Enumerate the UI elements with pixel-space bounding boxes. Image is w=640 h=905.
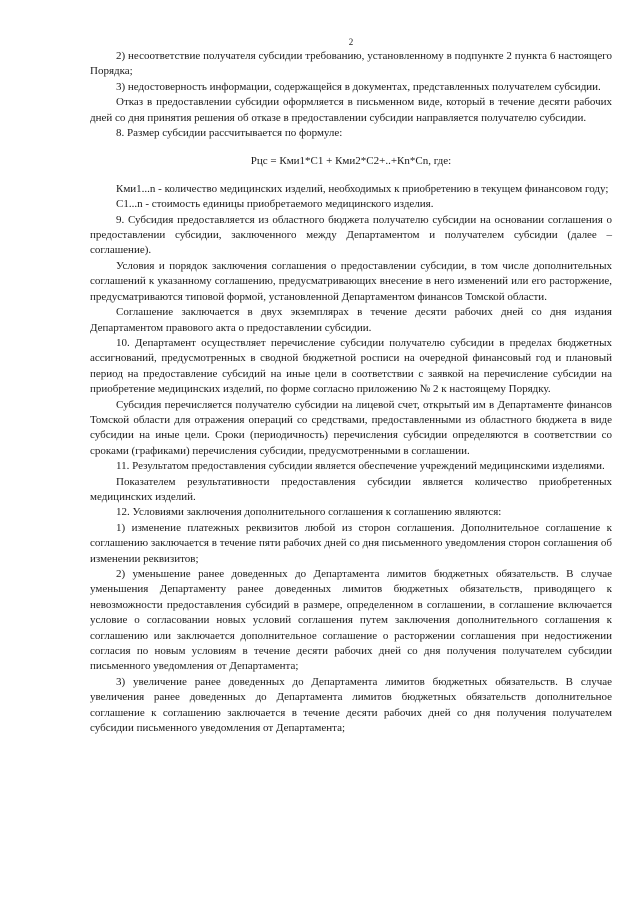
- paragraph-point-9: 9. Субсидия предоставляется из областного бюджета получателю субсидии на основании соглашения о предоставлении субсидии, заключенного между Департаментом и получателем субсидии (далее – соглашение).: [90, 213, 612, 257]
- paragraph-subsidy-transfer: Субсидия перечисляется получателю субсидии на лицевой счет, открытый им в Департаменте финансов Томской области для отражения операций со средствами, предоставленными из областного бюджета в виде субсидии на иные цели. Сроки (периодичность) перечисления субсидии определяются в соответствии со сроками (графиками) перечисления субсидии, предусмотренными в соглашении.: [90, 398, 612, 457]
- paragraph-point-8: 8. Размер субсидии рассчитывается по формуле:: [116, 127, 343, 140]
- paragraph-effectiveness-indicator: Показателем результативности предоставления субсидии является количество приобретенных медицинских изделий.: [90, 475, 612, 503]
- paragraph-agreement-terms: Условия и порядок заключения соглашения о предоставлении субсидии, в том числе дополнительных соглашений к указанному соглашению, предусматривающих внесение в него изменений или его расторжение, предусматриваются типовой формой, установленной Департаментом финансов Томской области.: [90, 259, 612, 303]
- paragraph-item-3-unreliability: 3) недостоверность информации, содержащейся в документах, представленных получателем субсидии.: [116, 80, 601, 93]
- paragraph-agreement-copies: Соглашение заключается в двух экземплярах в течение десяти рабочих дней со дня издания Департаментом правового акта о предоставлении субсидии.: [90, 306, 612, 334]
- paragraph-item-2-noncompliance: 2) несоответствие получателя субсидии требованию, установленному в подпункте 2 пункта 6 настоящего Порядка;: [90, 50, 612, 78]
- subsidy-formula: Рцс = Кми1*С1 + Кми2*С2+..+Кn*Сn, где:: [250, 155, 452, 168]
- paragraph-point-11: 11. Результатом предоставления субсидии является обеспечение учреждений медицинскими изделиями.: [116, 460, 605, 473]
- paragraph-point-10: 10. Департамент осуществляет перечисление субсидии получателю субсидии в пределах бюджетных ассигнований, предусмотренных в сводной бюджетной росписи на очередной финансовый год и плановый период на предоставление субсидий на иные цели в соответствии с заявкой на перечисление субсидии на приобретение медицинских изделий, по форме согласно приложению № 2 к настоящему Порядку.: [90, 336, 612, 396]
- paragraph-condition-1: 1) изменение платежных реквизитов любой из сторон соглашения. Дополнительное соглашение к соглашению заключается в течение пяти рабочих дней со дня письменного уведомления сторон соглашения об изменении реквизитов;: [90, 521, 612, 565]
- paragraph-kmi-definition: Кми1...n - количество медицинских изделий, необходимых к приобретению в текущем финансовом году;: [116, 182, 609, 195]
- paragraph-refusal-notice: Отказ в предоставлении субсидии оформляется в письменном виде, который в течение десяти рабочих дней со дня принятия решения об отказе в предоставлении субсидии направляется получателю субсидии.: [90, 96, 612, 124]
- page-number: 2: [348, 37, 354, 47]
- paragraph-condition-3: 3) увеличение ранее доведенных до Департамента лимитов бюджетных обязательств. В случае увеличения ранее доведенных до Департамента лимитов бюджетных обязательств дополнительное соглашение к соглашению заключается в течение десяти рабочих дней со дня получения получателем субсидии письменного уведомления от Департамента;: [90, 675, 612, 735]
- paragraph-condition-2: 2) уменьшение ранее доведенных до Департамента лимитов бюджетных обязательств. В случае уменьшения Департаменту ранее доведенных лимитов бюджетных обязательств, приводящего к невозможности предоставления субсидий в размере, определенном в соглашении, в соглашение включается условие о согласовании новых условий соглашения путем заключения дополнительного соглашения к соглашению или заключается дополнительное соглашение о расторжении соглашения при недостижении согласия по новым условиям в течение десяти рабочих дней со дня получения получателем субсидии письменного уведомления от Департамента;: [90, 568, 612, 673]
- paragraph-c-definition: С1...n - стоимость единицы приобретаемого медицинского изделия.: [116, 198, 434, 211]
- document-page: [90, 36, 612, 736]
- paragraph-point-12: 12. Условиями заключения дополнительного соглашения к соглашению являются:: [116, 506, 502, 519]
